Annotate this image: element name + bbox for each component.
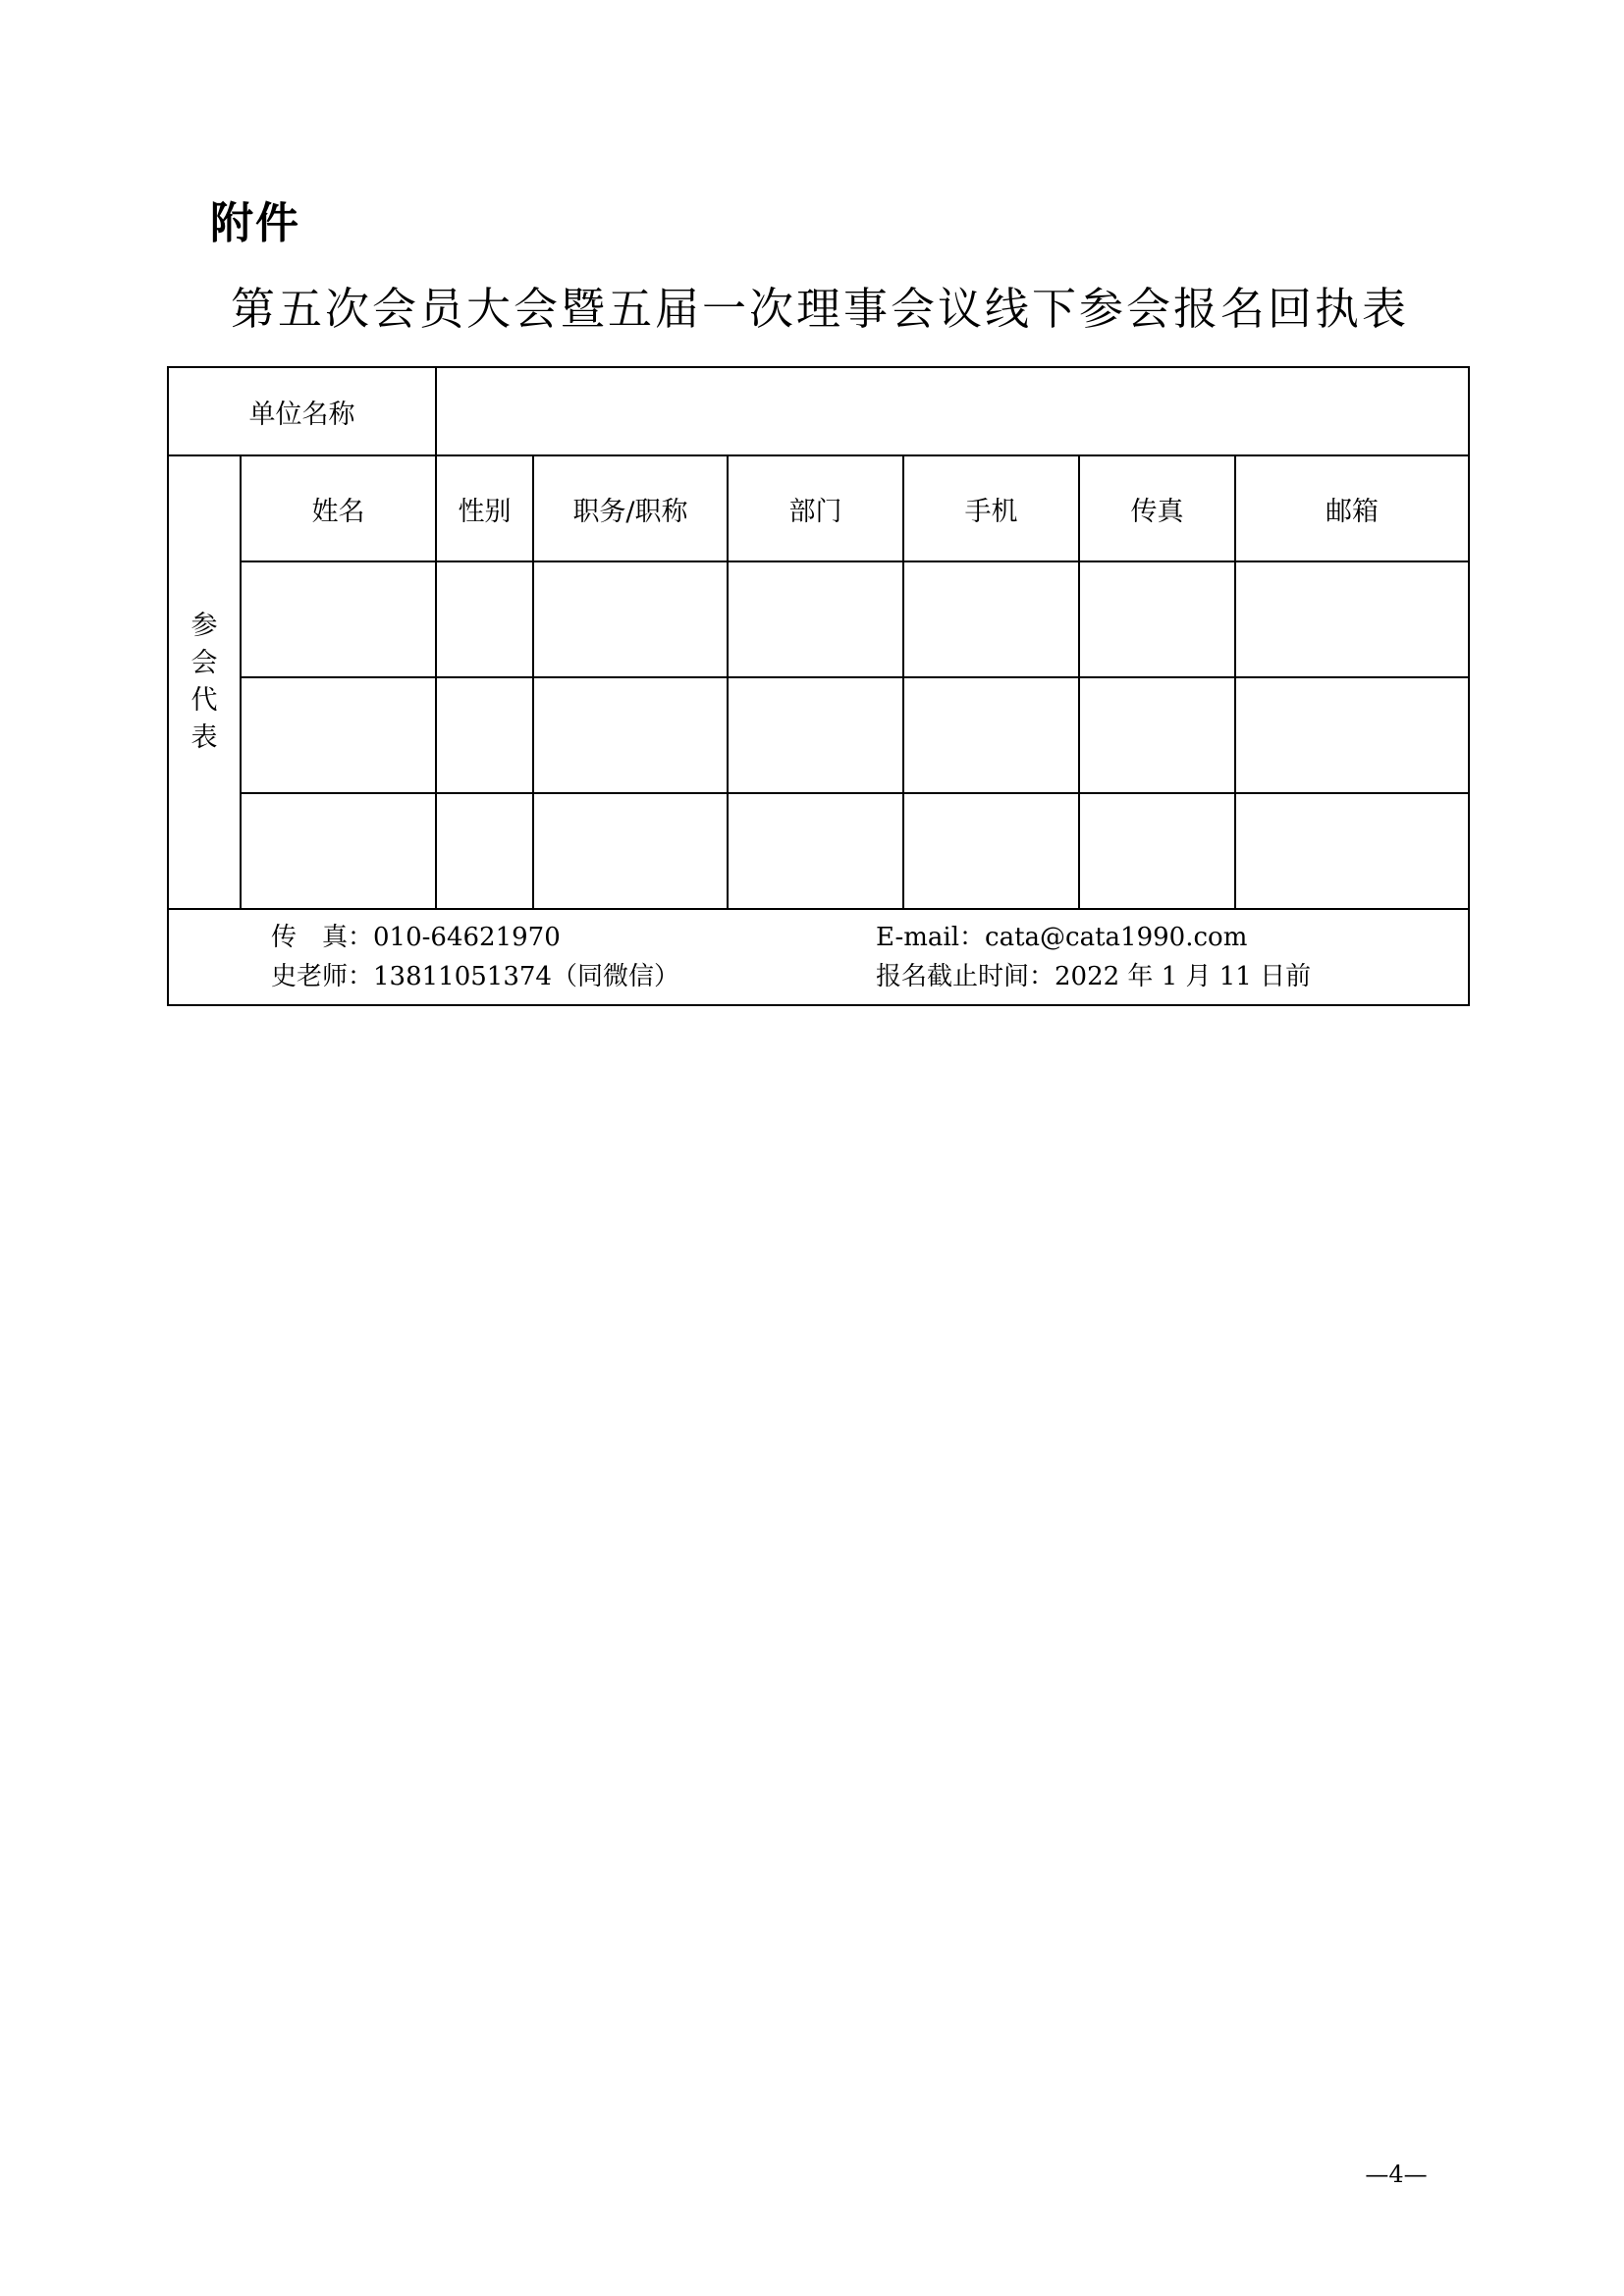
page-number: —4— — [1365, 2161, 1428, 2188]
cell-department[interactable] — [728, 793, 903, 909]
column-header-email: 邮箱 — [1235, 455, 1469, 561]
column-header-fax: 传真 — [1079, 455, 1235, 561]
table-row — [168, 561, 1469, 677]
cell-department[interactable] — [728, 677, 903, 793]
representative-label-cell — [168, 455, 241, 909]
cell-position[interactable] — [533, 561, 728, 677]
cell-gender[interactable] — [436, 793, 533, 909]
registration-form-table — [167, 366, 1470, 1006]
contact-email: E-mail：cata@cata1990.com — [876, 923, 1248, 952]
cell-fax[interactable] — [1079, 793, 1235, 909]
cell-department[interactable] — [728, 561, 903, 677]
cell-email[interactable] — [1235, 677, 1469, 793]
cell-name[interactable] — [241, 677, 436, 793]
table-row — [168, 793, 1469, 909]
contact-info — [169, 920, 1468, 994]
cell-position[interactable] — [533, 793, 728, 909]
cell-gender[interactable] — [436, 561, 533, 677]
unit-name-label: 单位名称 — [168, 367, 436, 455]
representative-label: 参 会 代 表 — [190, 611, 218, 753]
contact-info-cell — [168, 909, 1469, 1005]
cell-position[interactable] — [533, 677, 728, 793]
attachment-label: 附件 — [210, 198, 300, 248]
cell-name[interactable] — [241, 561, 436, 677]
cell-email[interactable] — [1235, 793, 1469, 909]
cell-fax[interactable] — [1079, 561, 1235, 677]
cell-fax[interactable] — [1079, 677, 1235, 793]
contact-person: 史老师：13811051374（同微信） — [271, 962, 679, 991]
cell-email[interactable] — [1235, 561, 1469, 677]
fax-number: 传 真：010-64621970 — [271, 923, 561, 952]
registration-deadline: 报名截止时间：2022 年 1 月 11 日前 — [876, 962, 1312, 991]
table-row — [168, 677, 1469, 793]
cell-mobile[interactable] — [903, 677, 1079, 793]
cell-gender[interactable] — [436, 677, 533, 793]
cell-mobile[interactable] — [903, 561, 1079, 677]
cell-mobile[interactable] — [903, 793, 1079, 909]
column-header-position: 职务/职称 — [533, 455, 728, 561]
cell-name[interactable] — [241, 793, 436, 909]
column-header-name: 姓名 — [241, 455, 436, 561]
column-header-department: 部门 — [728, 455, 903, 561]
column-header-mobile: 手机 — [903, 455, 1079, 561]
column-header-gender: 性别 — [436, 455, 533, 561]
document-title: 第五次会员大会暨五届一次理事会议线下参会报名回执表 — [230, 283, 1409, 335]
unit-name-field[interactable] — [436, 367, 1469, 455]
